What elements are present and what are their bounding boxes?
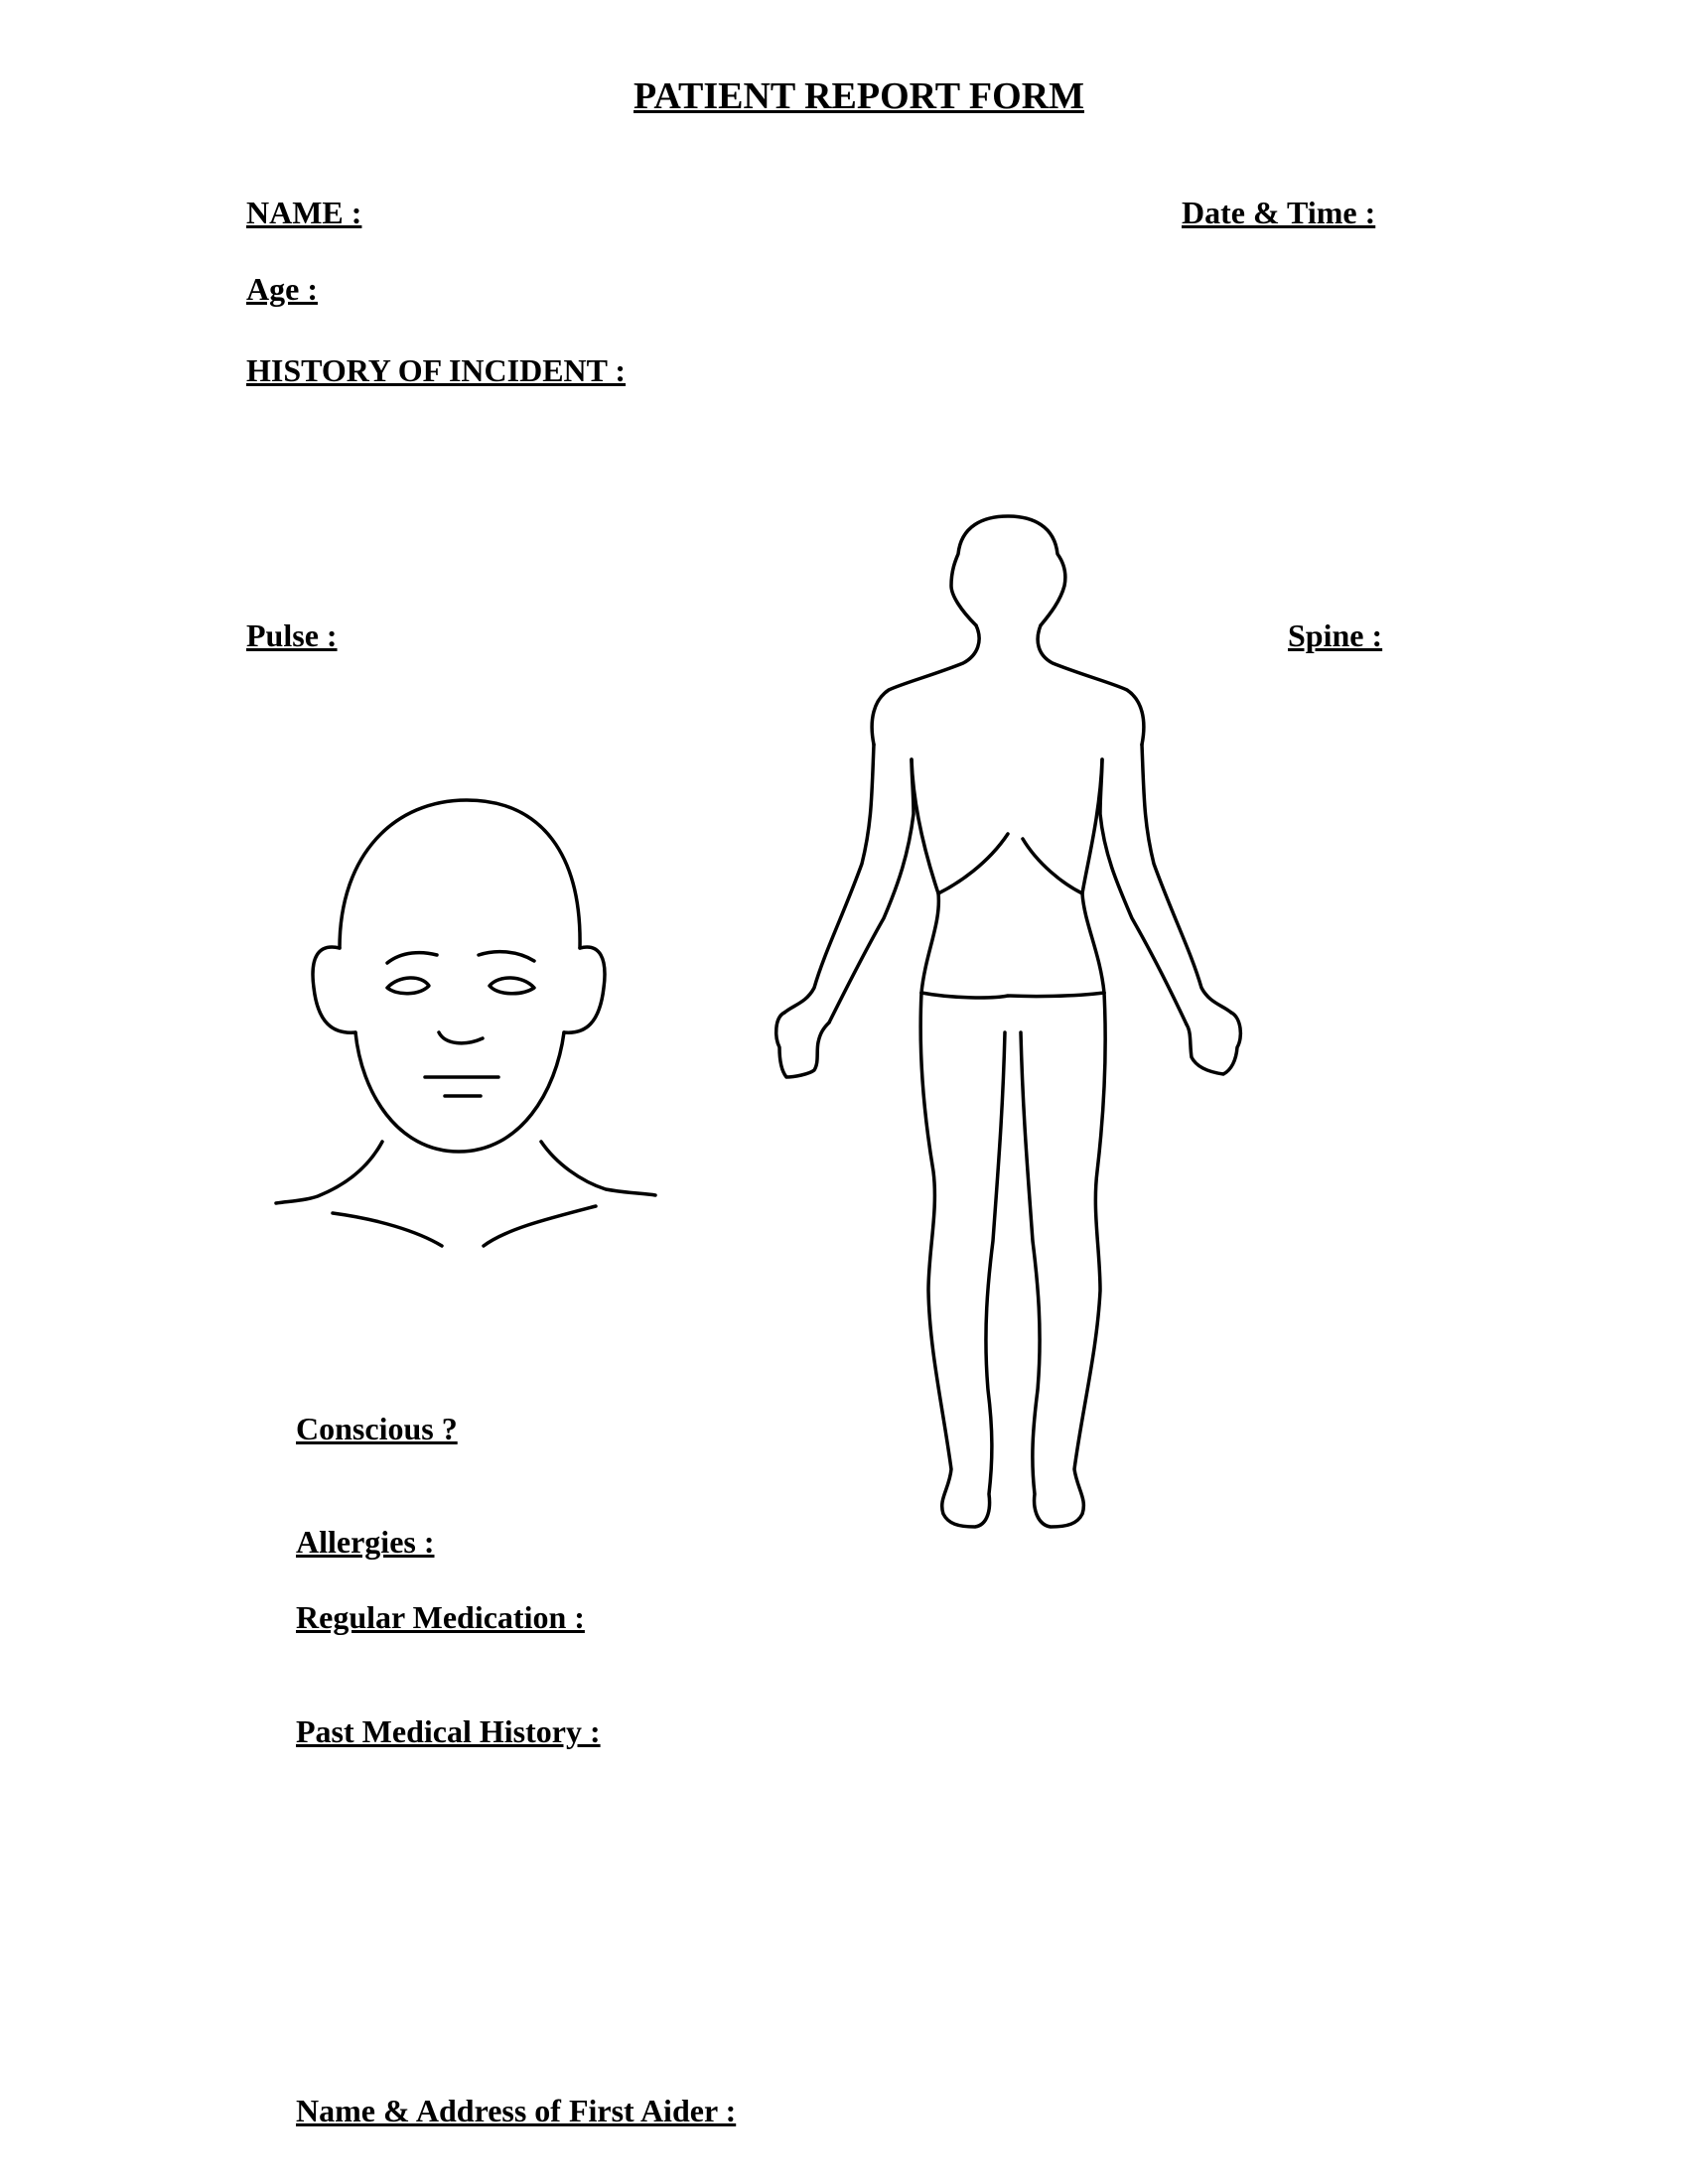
name-label: NAME : bbox=[246, 195, 362, 230]
date-time-label: Date & Time : bbox=[1182, 195, 1376, 230]
regular-medication-label: Regular Medication : bbox=[296, 1599, 585, 1635]
conscious-label: Conscious ? bbox=[296, 1411, 458, 1446]
allergies-label: Allergies : bbox=[296, 1524, 435, 1560]
age-label: Age : bbox=[246, 271, 318, 307]
form-title: PATIENT REPORT FORM bbox=[633, 75, 1084, 117]
spine-label: Spine : bbox=[1288, 617, 1383, 653]
past-medical-history-label: Past Medical History : bbox=[296, 1713, 601, 1749]
first-aider-label: Name & Address of First Aider : bbox=[296, 2093, 737, 2128]
pulse-label: Pulse : bbox=[246, 617, 338, 653]
history-of-incident-label: HISTORY OF INCIDENT : bbox=[246, 352, 627, 388]
